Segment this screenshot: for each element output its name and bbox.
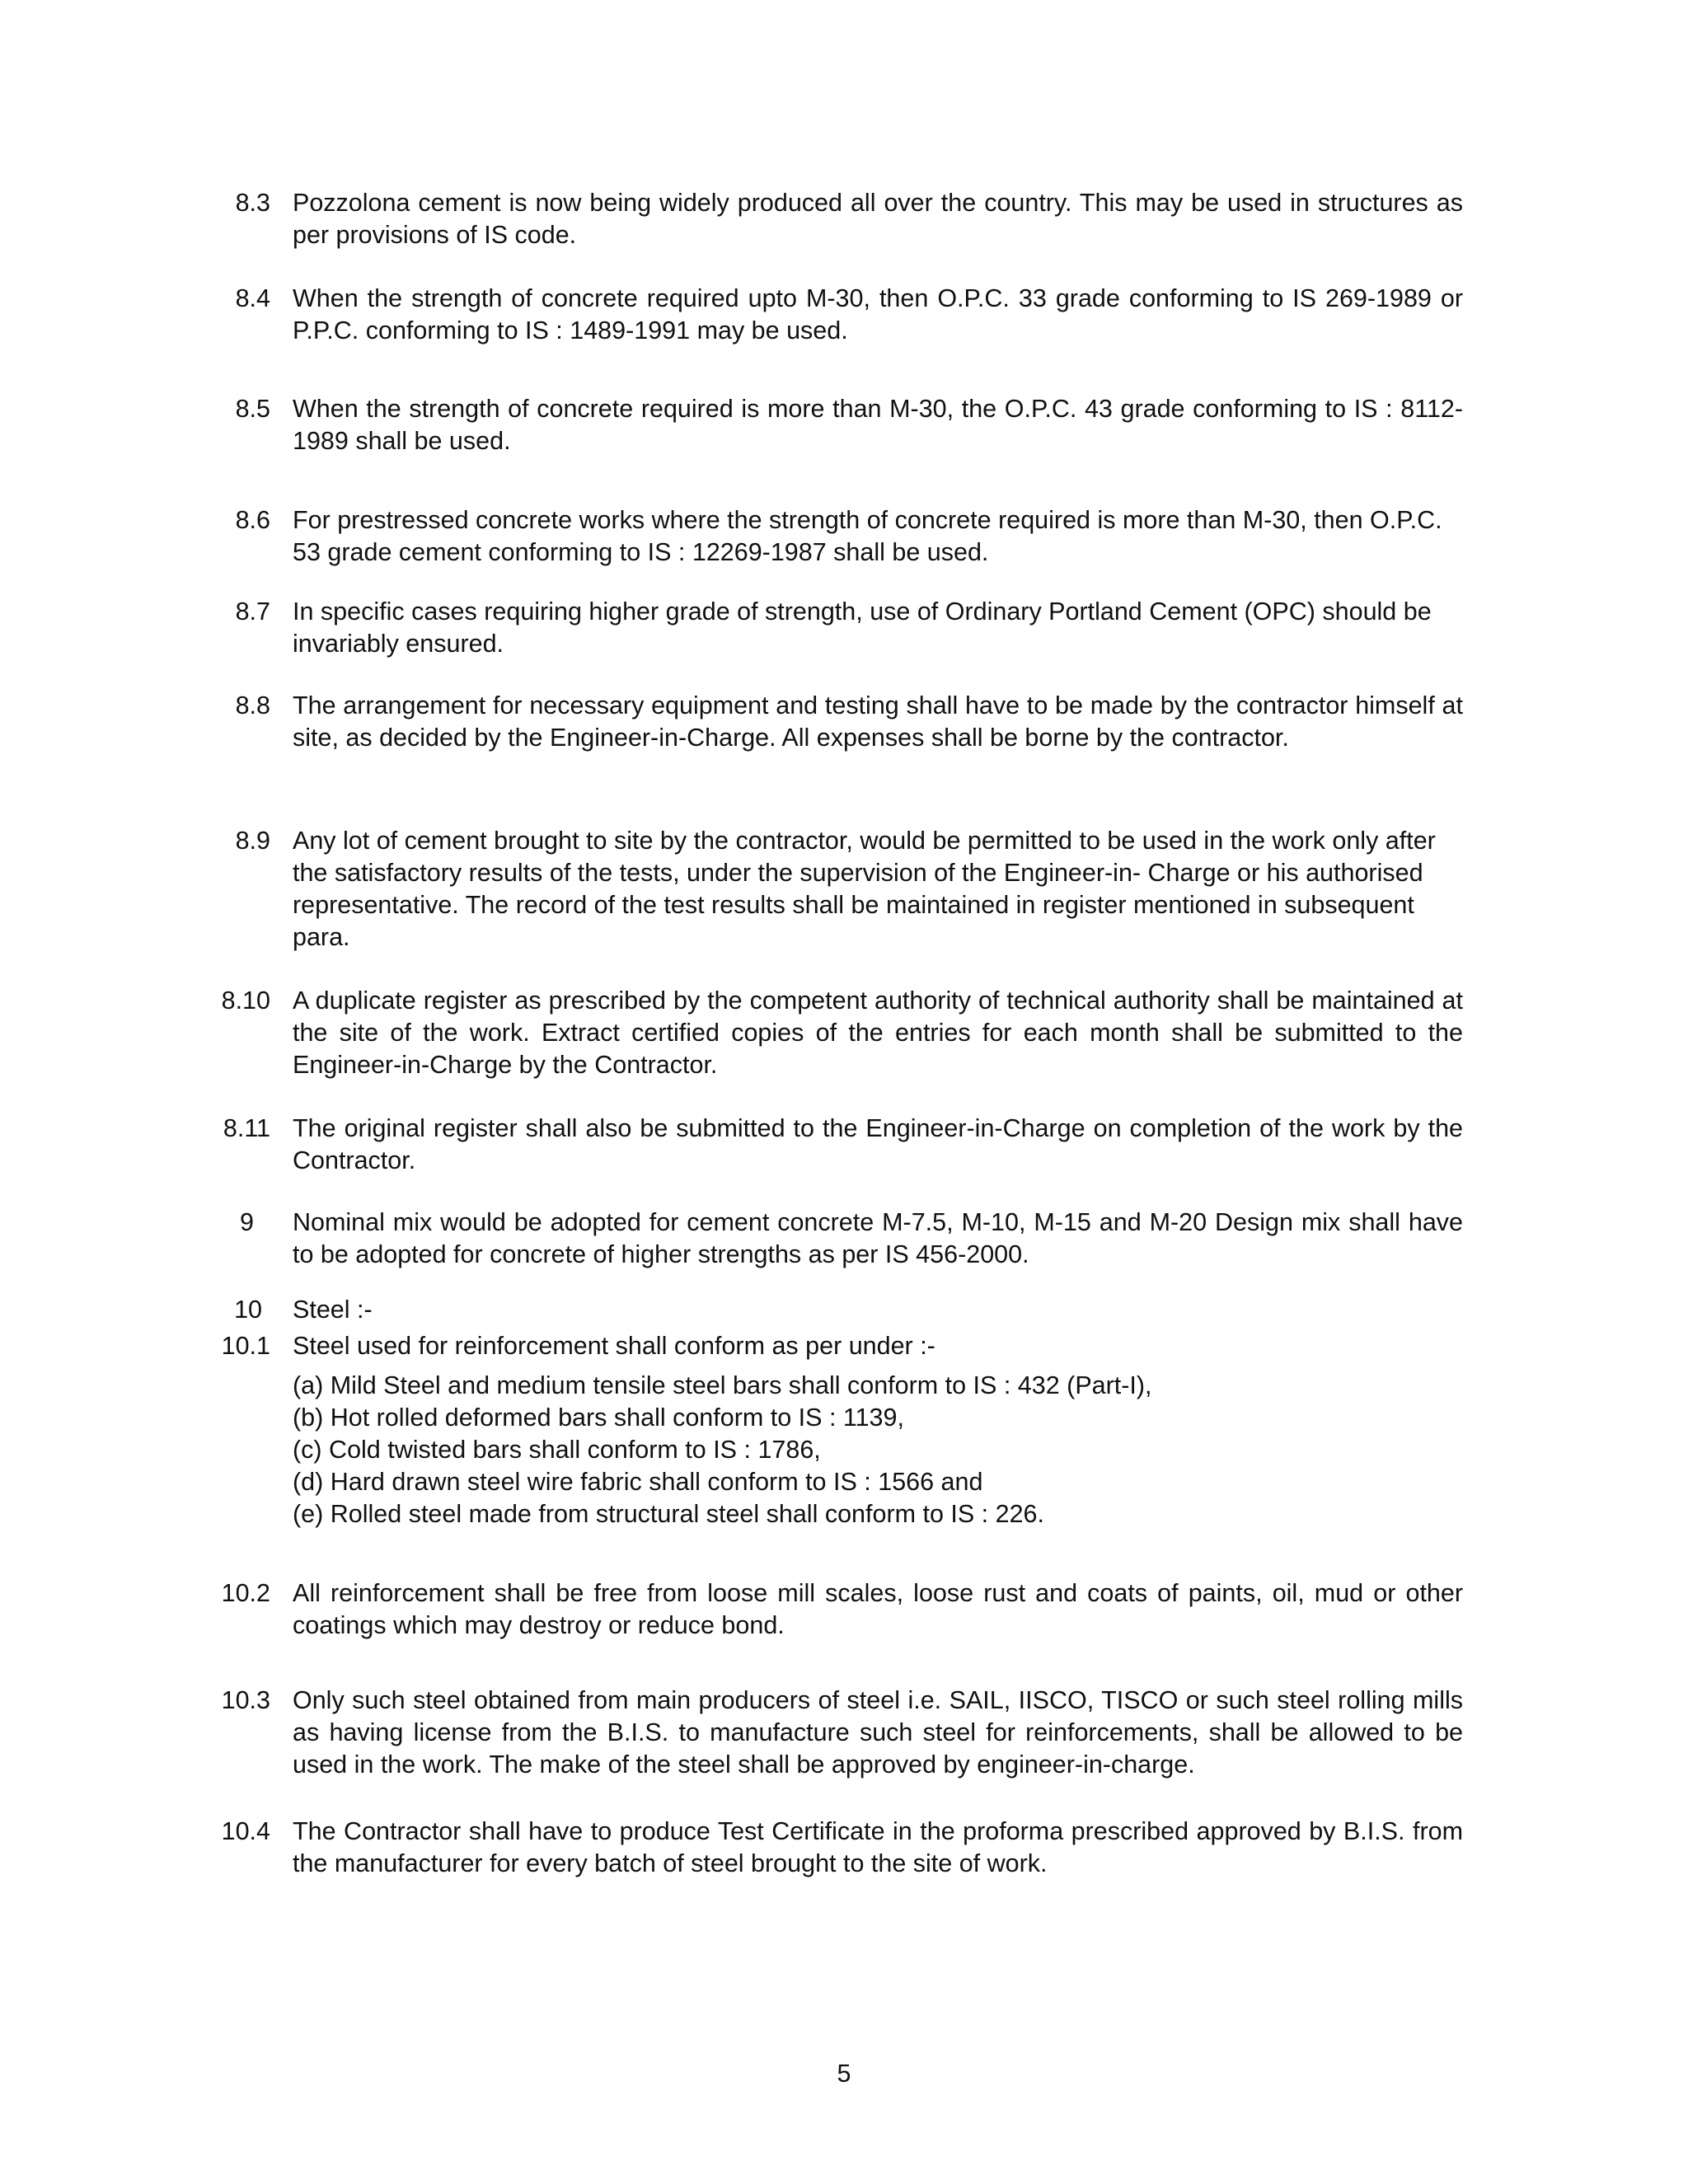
clause-text: The Contractor shall have to produce Test Certificate in the proforma prescribed approved by B.I.S. from the manufacturer for every batch of steel brought to the site of work. bbox=[293, 1817, 1463, 1877]
clause-text: A duplicate register as prescribed by the competent authority of technical authority shall be maintained at the site of the work. Extract certified copies of the entries for each month shall be submitted to the Engineer-in-Charge by the Contractor. bbox=[293, 987, 1463, 1079]
clause-number: 8.7 bbox=[235, 598, 270, 626]
clause-text: All reinforcement shall be free from loose mill scales, loose rust and coats of paints, oil, mud or other coatings which may destroy or reduce bond. bbox=[293, 1579, 1463, 1639]
clause-number: 10.2 bbox=[221, 1579, 270, 1607]
clause-text: Steel used for reinforcement shall conform as per under :- bbox=[293, 1332, 935, 1360]
clause-text: Any lot of cement brought to site by the contractor, would be permitted to be used in the work only after the satisfactory results of the tests, under the supervision of the Engineer-in- Charge or his authorised representative. The record of the test results shall be maintained in register mentioned in subsequent para. bbox=[293, 827, 1436, 951]
clause-number: 8.11 bbox=[223, 1114, 270, 1142]
clause-number: 8.6 bbox=[235, 506, 270, 534]
clause-number: 10.1 bbox=[221, 1332, 270, 1360]
clause-text: Pozzolona cement is now being widely produced all over the country. This may be used in structures as per provisions of IS code. bbox=[293, 189, 1463, 249]
clause-number: 8.8 bbox=[235, 691, 270, 719]
clause-number: 10 bbox=[234, 1296, 262, 1324]
clause-text: The arrangement for necessary equipment and testing shall have to be made by the contractor himself at site, as decided by the Engineer-in-Charge. All expenses shall be borne by the contractor. bbox=[293, 691, 1463, 752]
list-item: (d) Hard drawn steel wire fabric shall conform to IS : 1566 and bbox=[293, 1468, 983, 1496]
list-item: (c) Cold twisted bars shall conform to IS : 1786, bbox=[293, 1436, 821, 1464]
clause-number: 8.3 bbox=[235, 189, 270, 217]
clause-text: Only such steel obtained from main producers of steel i.e. SAIL, IISCO, TISCO or such steel rolling mills as having license from the B.I.S. to manufacture such steel for reinforcements, shall be allowed to be used in the work. The make of the steel shall be approved by engineer-in-charge. bbox=[293, 1686, 1463, 1779]
clause-text: When the strength of concrete required is more than M-30, the O.P.C. 43 grade conforming to IS : 8112-1989 shall be used. bbox=[293, 395, 1463, 455]
clause-number: 10.4 bbox=[221, 1817, 270, 1845]
list-item: (e) Rolled steel made from structural steel shall conform to IS : 226. bbox=[293, 1500, 1044, 1528]
clause-text: Nominal mix would be adopted for cement concrete M-7.5, M-10, M-15 and M-20 Design mix shall have to be adopted for concrete of higher strengths as per IS 456-2000. bbox=[293, 1208, 1463, 1268]
list-item: (a) Mild Steel and medium tensile steel bars shall conform to IS : 432 (Part-I), bbox=[293, 1371, 1152, 1399]
clause-text: Steel :- bbox=[293, 1296, 373, 1324]
clause-number: 9 bbox=[240, 1208, 254, 1236]
clause-text: For prestressed concrete works where the strength of concrete required is more than M-30, then O.P.C. 53 grade cement conforming to IS : 12269-1987 shall be used. bbox=[293, 506, 1442, 566]
clause-number: 8.9 bbox=[235, 827, 270, 855]
steel-specification-list bbox=[293, 1370, 1463, 1530]
clause-number: 8.4 bbox=[235, 284, 270, 312]
clause-number: 10.3 bbox=[221, 1686, 270, 1714]
clause-text: When the strength of concrete required upto M-30, then O.P.C. 33 grade conforming to IS 269-1989 or P.P.C. conforming to IS : 1489-1991 may be used. bbox=[293, 284, 1463, 344]
clause-number: 8.5 bbox=[235, 395, 270, 423]
page-number: 5 bbox=[837, 2060, 851, 2088]
clause-text: In specific cases requiring higher grade of strength, use of Ordinary Portland Cement (OPC) should be invariably ensured. bbox=[293, 598, 1432, 658]
clause-number: 8.10 bbox=[221, 987, 270, 1015]
clause-text: The original register shall also be submitted to the Engineer-in-Charge on completion of the work by the Contractor. bbox=[293, 1114, 1463, 1174]
list-item: (b) Hot rolled deformed bars shall conform to IS : 1139, bbox=[293, 1404, 904, 1432]
